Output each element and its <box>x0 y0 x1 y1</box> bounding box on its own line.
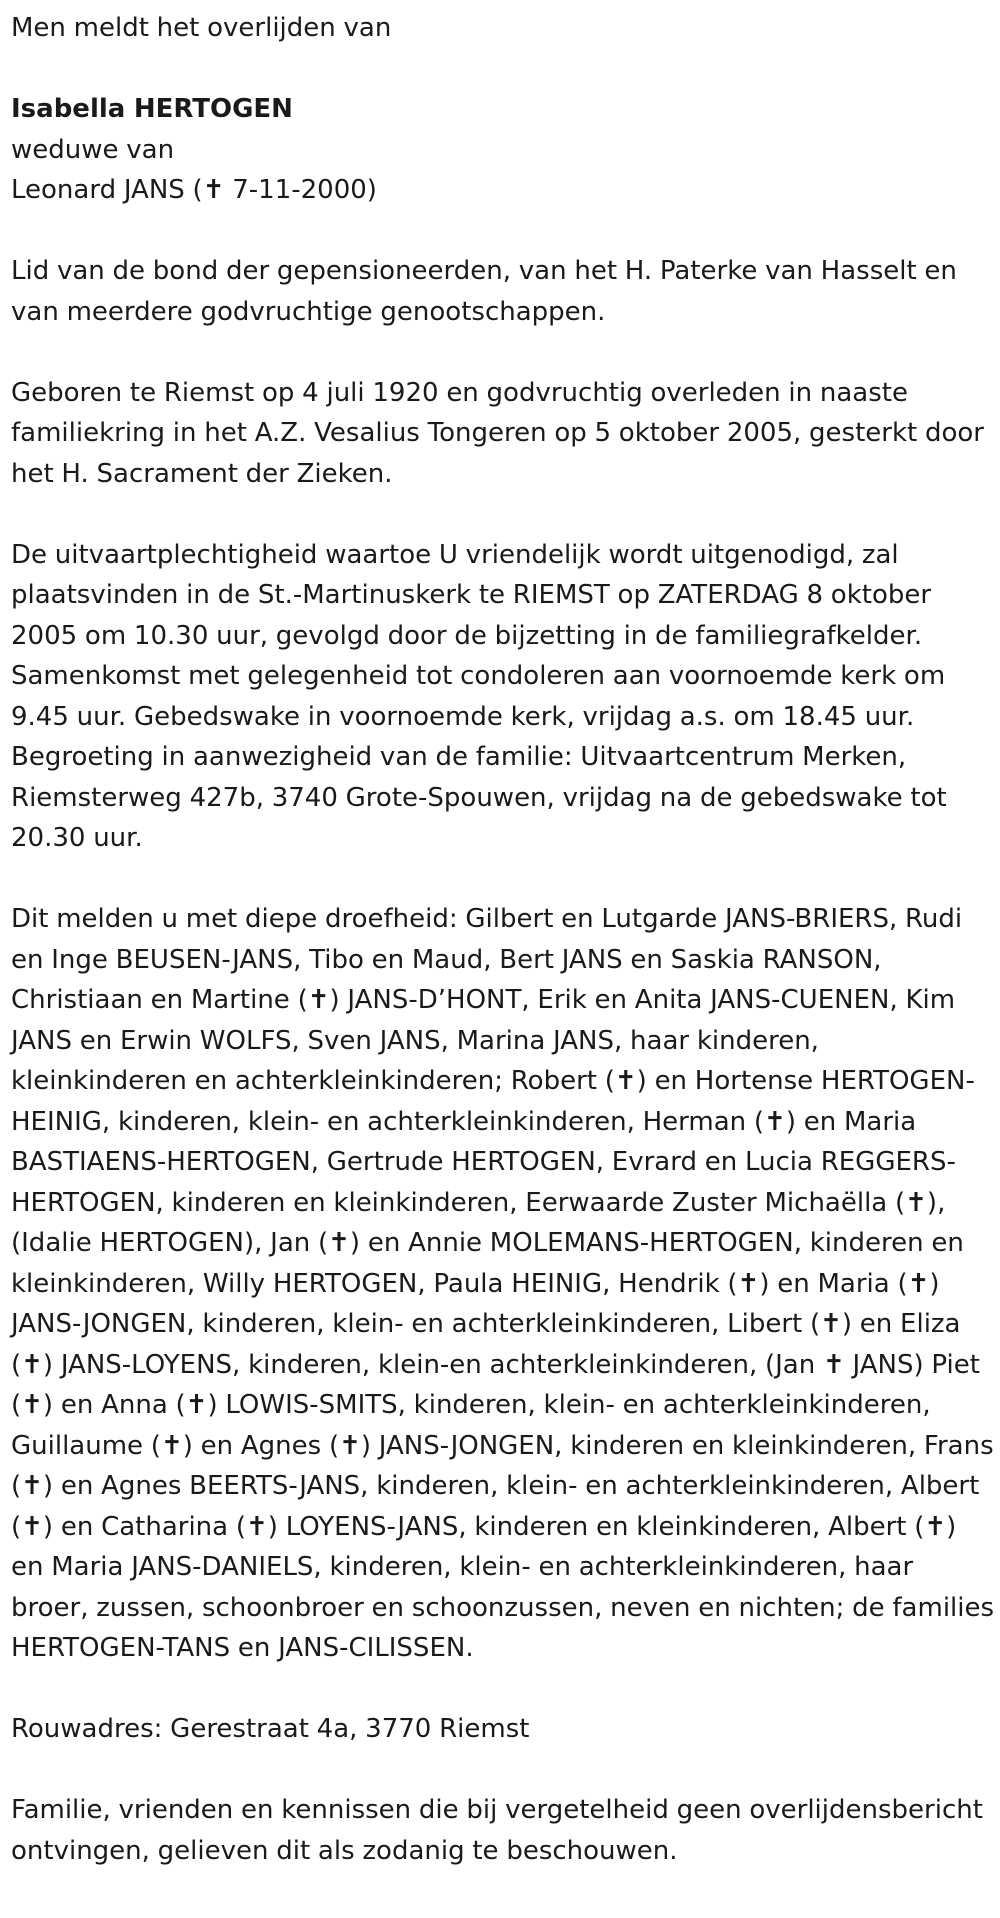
mourning-address: Rouwadres: Gerestraat 4a, 3770 Riemst <box>11 1714 530 1744</box>
relation-line: weduwe van <box>11 134 175 165</box>
birth-death-paragraph: Geboren te Riemst op 4 juli 1920 en godvruchtig overleden in naaste familiekring in het A.Z. Vesalius Tongeren op 5 oktober 2005, gesterkt door het H. Sacrament der Zieken. <box>11 377 984 489</box>
closing-paragraph: Familie, vrienden en kennissen die bij vergetelheid geen overlijdensbericht ontvingen, gelieven dit als zodanig te beschouwen. <box>11 1795 983 1866</box>
funeral-paragraph: De uitvaartplechtigheid waartoe U vriendelijk wordt uitgenodigd, zal plaatsvinden in de St.-Martinuskerk te RIEMST op ZATERDAG 8 oktober 2005 om 10.30 uur, gevolgd door de bijzetting in de familiegrafkelder. Samenkomst met gelegenheid tot condoleren aan voornoemde kerk om 9.45 uur. Gebedswake in voornoemde kerk, vrijdag a.s. om 18.45 uur. Begroeting in aanwezigheid van de familie: Uitvaartcentrum Merken, Riemsterweg 427b, 3740 Grote-Spouwen, vrijdag na de gebedswake tot 20.30 uur. <box>11 539 947 853</box>
family-paragraph: Dit melden u met diepe droefheid: Gilbert en Lutgarde JANS-BRIERS, Rudi en Inge BEUSEN-JANS, Tibo en Maud, Bert JANS en Saskia RANSON, Christiaan en Martine (✝) JANS-D’HONT, Erik en Anita JANS-CUENEN, Kim JANS en Erwin WOLFS, Sven JANS, Marina JANS, haar kinderen, kleinkinderen en achterkleinkinderen; Robert (✝) en Hortense HERTOGEN-HEINIG, kinderen, klein- en achterkleinkinderen, Herman (✝) en Maria BASTIAENS-HERTOGEN, Gertrude HERTOGEN, Evrard en Lucia REGGERS-HERTOGEN, kinderen en kleinkinderen, Eerwaarde Zuster Michaëlla (✝), (Idalie HERTOGEN), Jan (✝) en Annie MOLEMANS-HERTOGEN, kinderen en kleinkinderen, Willy HERTOGEN, Paula HEINIG, Hendrik (✝) en Maria (✝) JANS-JONGEN, kinderen, klein- en achterkleinkinderen, Libert (✝) en Eliza (✝) JANS-LOYENS, kinderen, klein-en achterkleinkinderen, (Jan ✝ JANS) Piet (✝) en Anna (✝) LOWIS-SMITS, kinderen, klein- en achterkleinkinderen, Guillaume (✝) en Agnes (✝) JANS-JONGEN, kinderen en kleinkinderen, Frans (✝) en Agnes BEERTS-JANS, kinderen, klein- en achterkleinkinderen, Albert (✝) en Catharina (✝) LOYENS-JANS, kinderen en kleinkinderen, Albert (✝) en Maria JANS-DANIELS, kinderen, klein- en achterkleinkinderen, haar broer, zussen, schoonbroer en schoonzussen, neven en nichten; de families HERTOGEN-TANS en JANS-CILISSEN. <box>11 904 995 1663</box>
deceased-name: Isabella HERTOGEN <box>11 94 293 124</box>
spouse-line: Leonard JANS (✝ 7-11-2000) <box>11 175 377 205</box>
membership-paragraph: Lid van de bond der gepensioneerden, van het H. Paterke van Hasselt en van meerdere godvruchtige genootschappen. <box>11 256 957 327</box>
intro-line: Men meldt het overlijden van <box>11 13 392 43</box>
